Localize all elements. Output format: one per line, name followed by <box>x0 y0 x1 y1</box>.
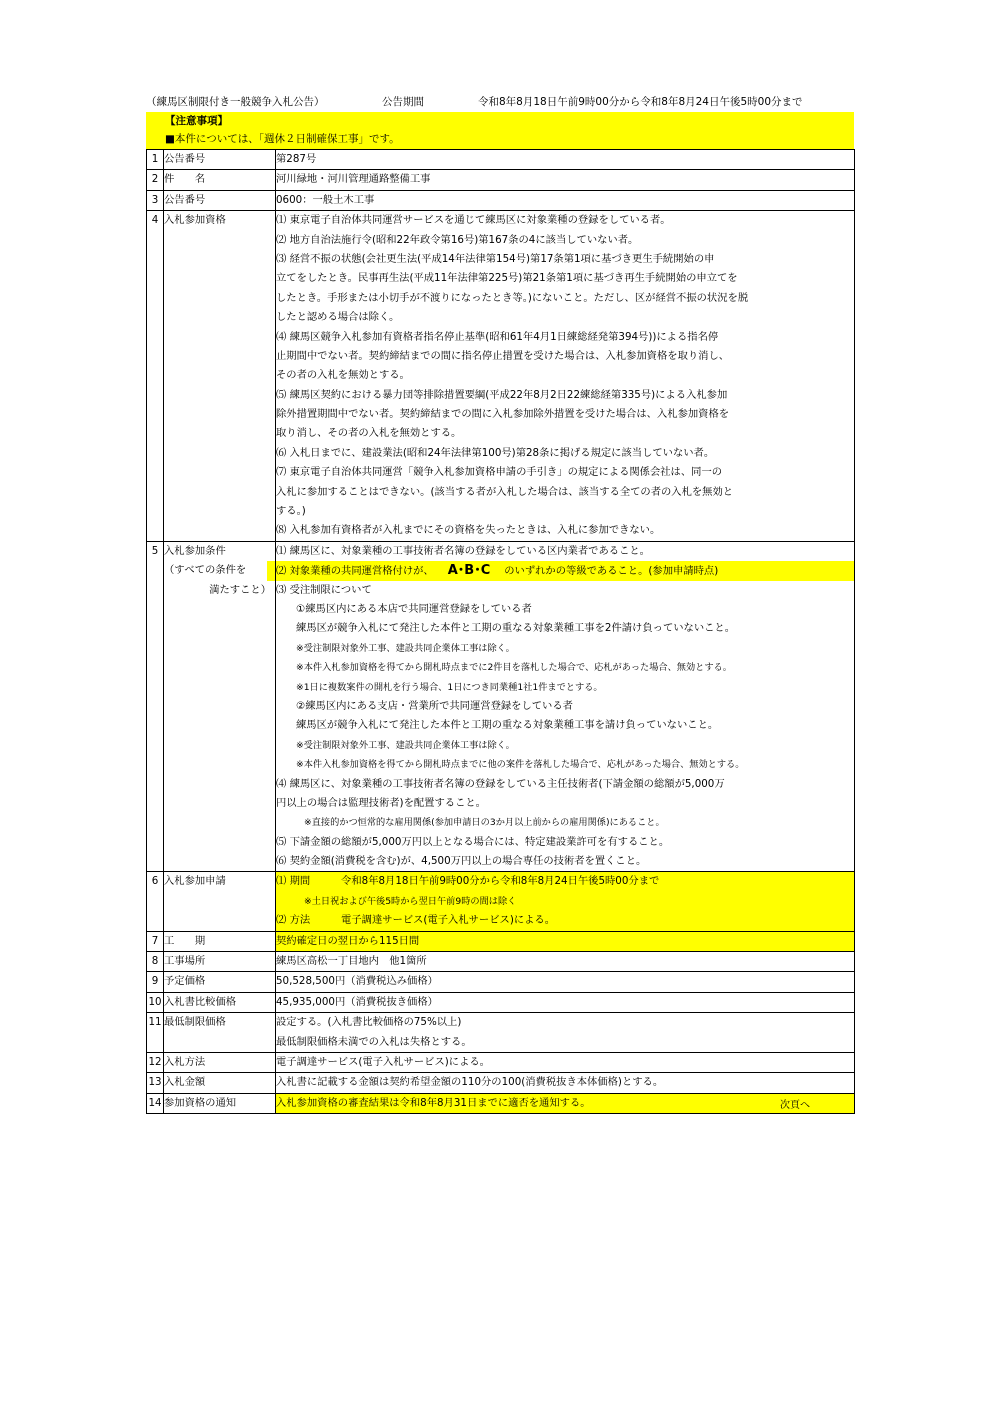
row-item: 工事場所 <box>164 952 276 972</box>
row-content: 契約確定日の翌日から115日間 <box>276 931 855 951</box>
row-number: 3 <box>147 190 164 210</box>
table-row <box>147 211 855 542</box>
row-number: 5 <box>147 541 164 872</box>
grade-letters: A･B･C <box>447 563 491 579</box>
row-number: 12 <box>147 1052 164 1072</box>
caution-title: 【注意事項】 <box>165 115 228 127</box>
table-row <box>147 972 855 992</box>
caution-text: ■本件については、「週休２日制確保工事」です。 <box>165 133 400 145</box>
row-content: 45,935,000円（消費税抜き価格） <box>276 992 855 1012</box>
table-row <box>147 1093 855 1113</box>
announcement-period: 令和8年8月18日午前9時00分から令和8年8月24日午後5時00分まで <box>478 96 803 108</box>
row-number: 8 <box>147 952 164 972</box>
row-content-conditions: ⑴ 練馬区に、対象業種の工事技術者名簿の登録をしている区内業者であること。 ⑵ 対象業種の共同運営格付けが、 A･B･C のいずれかの等級であること。(参加申請時点) ⑶ 受注制限について ①練馬区内にある本店で共同運営登録をしている者 練馬区が競争入札にて発注した本件と工期の重なる対象業種工事を2件請け負っていないこと。 ※受注制限対象外工事、建設共同企業体工事は除く。 ※本件入札参加資格を得てから開札時点までに2件目を落札した場合で、応札があった場合、無効とする。 ※1日に複数案件の開札を行う場合、1日につき同業種1社1件までとする。 ②練馬区内にある支店・営業所で共同運営登録をしている者 練馬区が競争入札にて発注した本件と工期の重なる対象業種工事を請け負っていないこと。 ※受注制限対象外工事、建設共同企業体工事は除く。 ※本件入札参加資格を得てから開札時点までに他の案件を落札した場合で、応札があった場合、無効とする。 ⑷ 練馬区に、対象業種の工事技術者名簿の登録をしている主任技術者(下請金額の総額が5,000万 円以上の場合は監理技術者)を配置すること。 ※直接的かつ恒常的な雇用関係(参加申請日の3か月以上前からの雇用関係)にあること。 ⑸ 下請金額の総額が5,000万円以上となる場合には、特定建設業許可を有すること。 ⑹ 契約金額(消費税を含む)が、4,500万円以上の場合専任の技術者を置くこと。 <box>276 541 855 872</box>
next-page-note: 次頁へ <box>780 1100 810 1111</box>
row-item: 件 名 <box>164 170 276 190</box>
row-item: 入札参加条件 （すべての条件を 満たすこと） <box>164 541 276 872</box>
row-number: 4 <box>147 211 164 542</box>
row-number: 11 <box>147 1013 164 1053</box>
table-row <box>147 872 855 931</box>
row-item: 予定価格 <box>164 972 276 992</box>
row-number: 2 <box>147 170 164 190</box>
row-content: 河川緑地・河川管理通路整備工事 <box>276 170 855 190</box>
row-item: 入札書比較価格 <box>164 992 276 1012</box>
row-content: 電子調達サービス(電子入札サービス)による。 <box>276 1052 855 1072</box>
highlighted-grade-line: ⑵ 対象業種の共同運営格付けが、 A･B･C のいずれかの等級であること。(参加申請時点) <box>267 561 854 580</box>
table-row <box>147 541 855 872</box>
row-content-application: ⑴ 期間 令和8年8月18日午前9時00分から令和8年8月24日午後5時00分まで ※土日祝および午後5時から翌日午前9時の間は除く ⑵ 方法 電子調達サービス(電子入札サービス)による。 <box>276 872 855 931</box>
announcement-type: （練馬区制限付き一般競争入札公告） <box>146 96 325 108</box>
row-item: 工 期 <box>164 931 276 951</box>
row-content: 入札書に記載する金額は契約希望金額の110分の100(消費税抜き本体価格)とする。 <box>276 1073 855 1093</box>
row-item: 入札金額 <box>164 1073 276 1093</box>
table-row <box>147 150 855 170</box>
table-row <box>147 170 855 190</box>
caution-box <box>146 112 854 149</box>
row-item: 入札参加申請 <box>164 872 276 931</box>
row-number: 14 <box>147 1093 164 1113</box>
row-number: 1 <box>147 150 164 170</box>
table-row <box>147 992 855 1012</box>
row-item: 入札方法 <box>164 1052 276 1072</box>
row-item: 入札参加資格 <box>164 211 276 542</box>
period-label: 公告期間 <box>382 96 424 108</box>
row-content: 設定する。(入札書比較価格の75%以上) 最低制限価格未満での入札は失格とする。 <box>276 1013 855 1053</box>
row-number: 6 <box>147 872 164 931</box>
row-content: 第287号 <box>276 150 855 170</box>
row-item: 参加資格の通知 <box>164 1093 276 1113</box>
row-number: 7 <box>147 931 164 951</box>
table-row <box>147 190 855 210</box>
row-content: 入札参加資格の審査結果は令和8年8月31日までに適否を通知する。 <box>276 1093 855 1113</box>
bid-details-table <box>146 149 855 1114</box>
table-row <box>147 1013 855 1053</box>
table-row <box>147 931 855 951</box>
row-item: 公告番号 <box>164 150 276 170</box>
row-content: 0600：一般土木工事 <box>276 190 855 210</box>
row-item: 最低制限価格 <box>164 1013 276 1053</box>
row-content: 練馬区高松一丁目地内 他1箇所 <box>276 952 855 972</box>
table-row <box>147 1052 855 1072</box>
table-row <box>147 952 855 972</box>
row-item: 公告番号 <box>164 190 276 210</box>
table-row <box>147 1073 855 1093</box>
row-content-eligibility: ⑴ 東京電子自治体共同運営サービスを通じて練馬区に対象業種の登録をしている者。 ⑵ 地方自治法施行令(昭和22年政令第16号)第167条の4に該当していない者。 ⑶ 経営不振の状態(会社更生法(平成14年法律第154号)第17条第1項に基づき更生手続開始の申 立てをしたとき。民事再生法(平成11年法律第225号)第21条第1項に基づき再生手続開始の申立てを したとき。手形または小切手が不渡りになったとき等。)にないこと。ただし、区が経営不振の状況を脱 したと認める場合は除く。 ⑷ 練馬区競争入札参加有資格者指名停止基準(昭和61年4月1日練総経発第394号))による指名停 止期間中でない者。契約締結までの間に指名停止措置を受けた場合は、入札参加資格を取り消し、 その者の入札を無効とする。 ⑸ 練馬区契約における暴力団等排除措置要綱(平成22年8月2日22練総経第335号)による入札参加 除外措置期間中でない者。契約締結までの間に入札参加除外措置を受けた場合は、入札参加資格を 取り消し、その者の入札を無効とする。 ⑹ 入札日までに、建設業法(昭和24年法律第100号)第28条に掲げる規定に該当していない者。 ⑺ 東京電子自治体共同運営「競争入札参加資格申請の手引き」の規定による関係会社は、同一の 入札に参加することはできない。(該当する者が入札した場合は、該当する全ての者の入札を無効と する。) ⑻ 入札参加有資格者が入札までにその資格を失ったときは、入札に参加できない。 <box>276 211 855 542</box>
row-content: 50,528,500円（消費税込み価格） <box>276 972 855 992</box>
row-number: 9 <box>147 972 164 992</box>
header <box>146 94 854 111</box>
row-number: 13 <box>147 1073 164 1093</box>
row-number: 10 <box>147 992 164 1012</box>
